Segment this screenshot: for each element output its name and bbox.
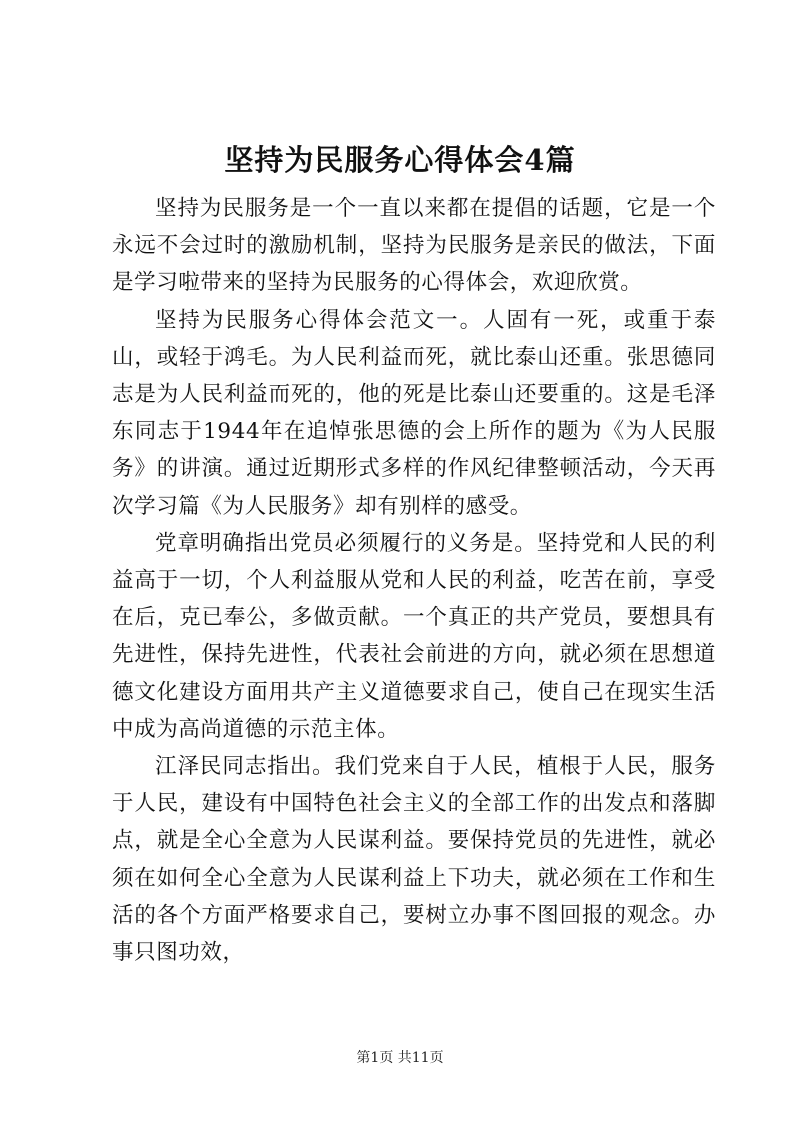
page-footer: 第1页 共11页 [356, 1050, 444, 1066]
document-title: 坚持为民服务心得体会4篇 [224, 143, 576, 177]
document-body [112, 190, 716, 971]
paragraph-party-constitution: 党章明确指出党员必须履行的义务是。坚持党和人民的利益高于一切，个人利益服从党和人民的利益，吃苦在前，享受在后，克已奉公，多做贡献。一个真正的共产党员，要想具有先进性，保持先进性，代表社会前进的方向，就必须在思想道德文化建设方面用共产主义道德要求自己，使自己在现实生活中成为高尚道德的示范主体。 [112, 530, 716, 742]
paragraph-intro: 坚持为民服务是一个一直以来都在提倡的话题，它是一个永远不会过时的激励机制，坚持为民服务是亲民的做法，下面是学习啦带来的坚持为民服务的心得体会，欢迎欣赏。 [112, 196, 716, 296]
paragraph-jiang-zemin: 江泽民同志指出。我们党来自于人民，植根于人民，服务于人民，建设有中国特色社会主义的全部工作的出发点和落脚点，就是全心全意为人民谋利益。要保持党员的先进性，就必须在如何全心全意为人民谋利益上下功夫，就必须在工作和生活的各个方面严格要求自己，要树立办事不图回报的观念。办事只图功效， [112, 754, 716, 966]
paragraph-sample-one: 坚持为民服务心得体会范文一。人固有一死，或重于泰山，或轻于鸿毛。为人民利益而死，就比泰山还重。张思德同志是为人民利益而死的，他的死是比泰山还要重的。这是毛泽东同志于1944年在追悼张思德的会上所作的题为《为人民服务》的讲演。通过近期形式多样的作风纪律整顿活动，今天再次学习篇《为人民服务》却有别样的感受。 [112, 307, 716, 519]
